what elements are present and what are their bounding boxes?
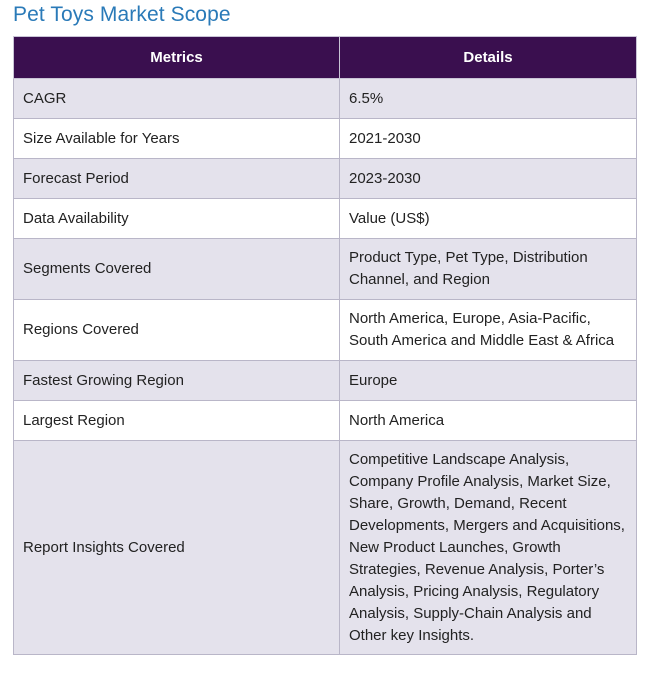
table-row [14, 441, 637, 655]
table-row [14, 401, 637, 441]
table-row [14, 79, 637, 119]
detail-cell: 2023-2030 [340, 159, 637, 199]
detail-cell: Europe [340, 361, 637, 401]
table-row [14, 300, 637, 361]
metric-cell: Forecast Period [14, 159, 340, 199]
column-header-metrics: Metrics [14, 37, 340, 79]
metric-cell: Regions Covered [14, 300, 340, 361]
metric-cell: Fastest Growing Region [14, 361, 340, 401]
table-row [14, 239, 637, 300]
metric-cell: Segments Covered [14, 239, 340, 300]
detail-cell: 6.5% [340, 79, 637, 119]
metric-cell: Data Availability [14, 199, 340, 239]
metric-cell: Largest Region [14, 401, 340, 441]
table-row [14, 119, 637, 159]
detail-cell: Product Type, Pet Type, Distribution Channel, and Region [340, 239, 637, 300]
detail-cell: 2021-2030 [340, 119, 637, 159]
detail-cell: Competitive Landscape Analysis, Company Profile Analysis, Market Size, Share, Growth, Demand, Recent Developments, Mergers and Acquisitions, New Product Launches, Growth Strategies, Revenue Analysis, Porter’s Analysis, Pricing Analysis, Regulatory Analysis, Supply-Chain Analysis and Other key Insights. [340, 441, 637, 655]
detail-cell: Value (US$) [340, 199, 637, 239]
detail-cell: North America [340, 401, 637, 441]
metric-cell: Size Available for Years [14, 119, 340, 159]
market-scope-table [13, 36, 637, 655]
table-header-row [14, 37, 637, 79]
page-title: Pet Toys Market Scope [13, 3, 231, 26]
metric-cell: CAGR [14, 79, 340, 119]
table-row [14, 199, 637, 239]
table-row [14, 159, 637, 199]
table-row [14, 361, 637, 401]
detail-cell: North America, Europe, Asia-Pacific, South America and Middle East & Africa [340, 300, 637, 361]
column-header-details: Details [340, 37, 637, 79]
metric-cell: Report Insights Covered [14, 441, 340, 655]
